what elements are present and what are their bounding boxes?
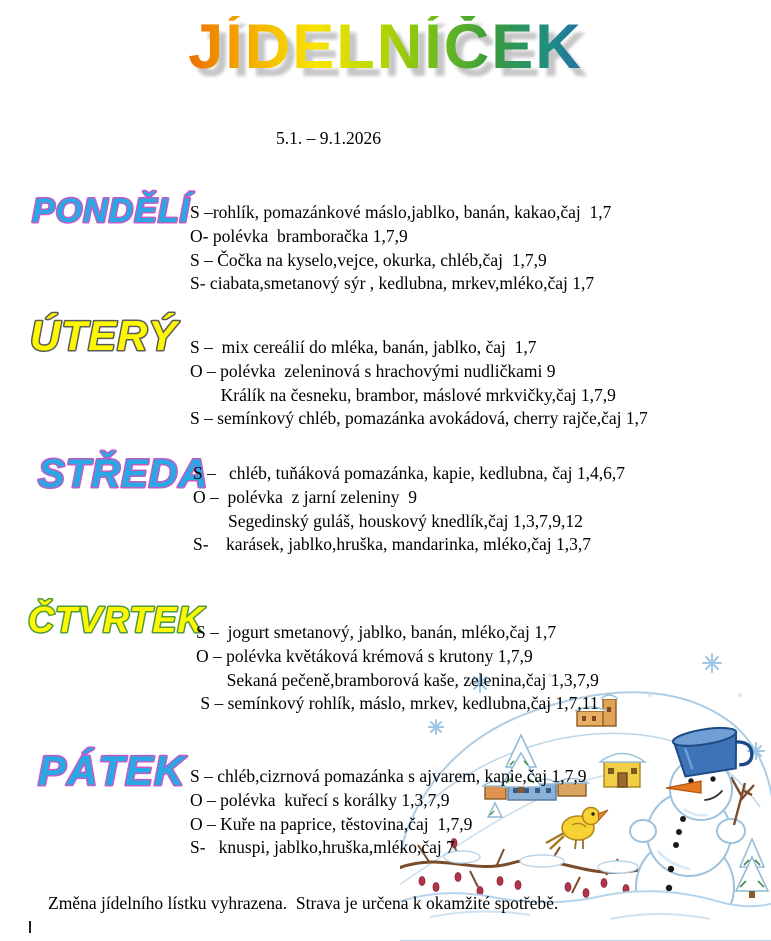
menu-friday — [190, 765, 587, 860]
text-cursor — [29, 921, 31, 933]
menu-line: S – semínkový rohlík, máslo, mrkev, kedlubna,čaj 1,7,11 — [196, 693, 599, 714]
menu-line: S – chléb,cizrnová pomazánka s ajvarem, kapie,čaj 1,7,9 — [190, 766, 587, 786]
menu-line: O – polévka zeleninová s hrachovými nudličkami 9 — [190, 360, 556, 381]
menu-line: S – semínkový chléb, pomazánka avokádová, cherry rajče,čaj 1,7 — [190, 408, 648, 429]
svg-text:PONDĚLÍ: PONDĚLÍ — [32, 192, 191, 230]
menu-thursday — [196, 621, 599, 716]
menu-monday — [190, 201, 611, 296]
svg-text:STŘEDA: STŘEDA — [38, 452, 209, 496]
menu-line: S- ciabata,smetanový sýr , kedlubna, mrkev,mléko,čaj 1,7 — [190, 273, 595, 294]
menu-line: Králík na česneku, brambor, máslové mrkvičky,čaj 1,7,9 — [190, 384, 616, 405]
menu-line: O – Kuře na paprice, těstovina,čaj 1,7,9 — [190, 813, 473, 834]
menu-line: O – polévka kuřecí s korálky 1,3,7,9 — [190, 789, 450, 810]
menu-line: S – mix cereálií do mléka, banán, jablko, čaj 1,7 — [190, 337, 537, 357]
menu-line: O – polévka z jarní zeleniny 9 — [193, 486, 418, 507]
menu-tuesday — [190, 336, 648, 431]
footer-note: Změna jídelního lístku vyhrazena. Strava je určena k okamžité spotřebě. — [48, 893, 559, 913]
menu-line: S – chléb, tuňáková pomazánka, kapie, kedlubna, čaj 1,4,6,7 — [193, 463, 626, 483]
svg-text:PÁTEK: PÁTEK — [38, 747, 186, 794]
page-title: JÍDELNÍČEK — [0, 16, 771, 79]
menu-wednesday — [193, 462, 625, 557]
menu-line: Segedinský guláš, houskový knedlík,čaj 1,3,7,9,12 — [193, 510, 583, 531]
menu-line: S- knuspi, jablko,hruška,mléko,čaj 7 — [190, 837, 455, 858]
snowman-left-arm — [630, 820, 656, 842]
menu-line: O – polévka květáková krémová s krutony 1,7,9 — [196, 645, 533, 666]
svg-text:ČTVRTEK: ČTVRTEK — [28, 599, 205, 640]
date-range: 5.1. – 9.1.2026 — [276, 128, 381, 148]
menu-line: S- karásek, jablko,hruška, mandarinka, mléko,čaj 1,3,7 — [193, 534, 592, 555]
menu-line: S – Čočka na kyselo,vejce, okurka, chléb,čaj 1,7,9 — [190, 249, 547, 270]
menu-line: Sekaná pečeně,bramborová kaše, zelenina,čaj 1,3,7,9 — [196, 669, 599, 690]
svg-text:ÚTERÝ: ÚTERÝ — [30, 312, 178, 359]
menu-line: S –rohlík, pomazánkové máslo,jablko, banán, kakao,čaj 1,7 — [190, 202, 612, 222]
menu-line: S – jogurt smetanový, jablko, banán, mléko,čaj 1,7 — [196, 622, 557, 642]
menu-line: O- polévka bramboračka 1,7,9 — [190, 225, 408, 246]
